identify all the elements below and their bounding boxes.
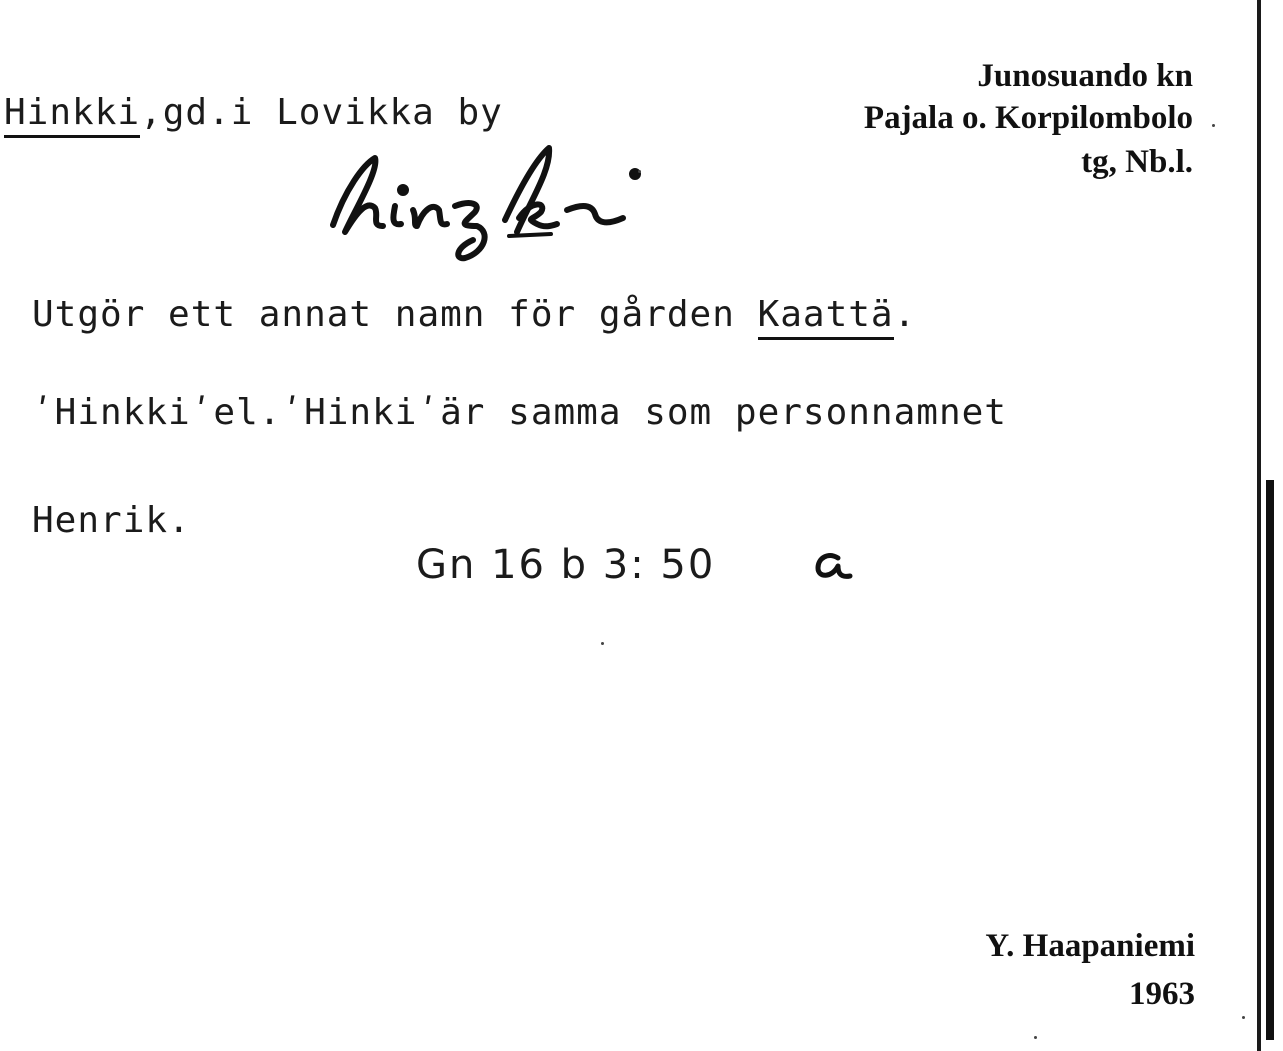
body-line-1	[32, 294, 916, 335]
handwritten-reference-mark	[812, 548, 856, 584]
location-line-3: tg, Nb.l.	[1081, 144, 1193, 180]
handwritten-pronunciation	[305, 140, 650, 270]
farm-name: Kaattä	[758, 294, 894, 340]
body-line-3: Henrik.	[32, 500, 191, 541]
body-line-2: ʹHinkkiʹel.ʹHinkiʹär samma som personnamnet	[32, 392, 1007, 433]
headword-rest: ,gd.i Lovikka by	[140, 92, 503, 133]
reference-code: Gn 16 b 3: 50	[416, 542, 716, 588]
body-line-1-end: .	[893, 294, 917, 335]
card-edge-line	[1257, 0, 1261, 1051]
card-edge-shadow	[1266, 480, 1274, 1040]
headword-line	[4, 92, 503, 133]
year: 1963	[1129, 976, 1195, 1012]
location-line-2: Pajala o. Korpilombolo	[863, 100, 1193, 136]
body-line-1-text: Utgör ett annat namn för gården	[32, 294, 758, 335]
scan-speck	[1034, 1036, 1037, 1039]
scan-speck	[601, 642, 604, 645]
scan-speck	[1212, 124, 1215, 127]
headword: Hinkki	[4, 92, 140, 138]
location-line-1: Junosuando kn	[977, 58, 1193, 94]
scan-speck	[638, 170, 641, 173]
scan-speck	[1242, 1016, 1245, 1019]
author-name: Y. Haapaniemi	[985, 928, 1195, 964]
